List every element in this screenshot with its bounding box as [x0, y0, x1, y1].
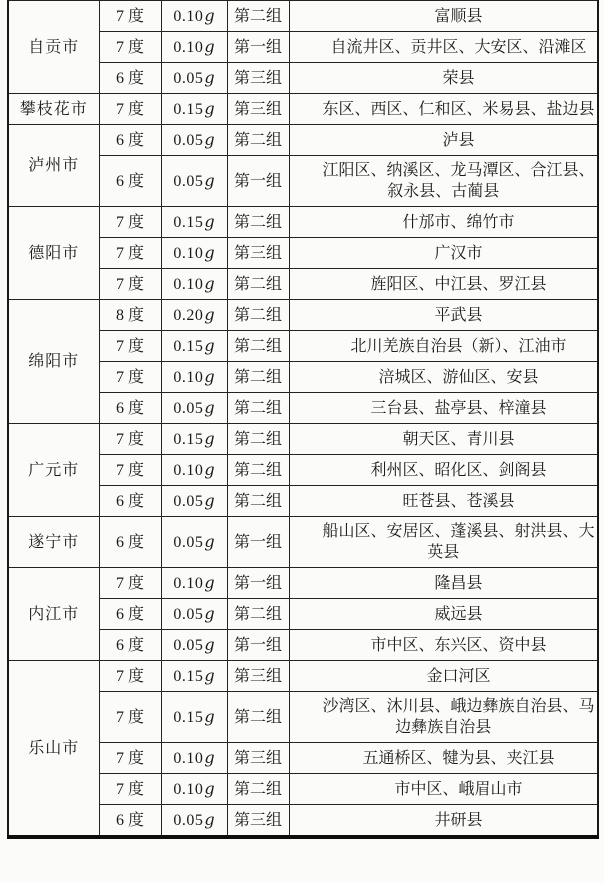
acceleration-cell: [161, 300, 227, 331]
acceleration-unit-g: g: [204, 666, 215, 685]
intensity-number: 7: [115, 7, 124, 25]
acceleration-cell: [161, 630, 227, 661]
intensity-number: 6: [115, 172, 124, 190]
city-cell: 自贡市: [8, 1, 99, 94]
acceleration-cell: [161, 32, 227, 63]
intensity-unit: 度: [127, 38, 144, 56]
districts-cell: 金口河区: [289, 661, 598, 692]
acceleration-cell: [161, 94, 227, 125]
city-cell: 遂宁市: [8, 517, 99, 568]
acceleration-cell: [161, 774, 227, 805]
districts-cell: 富顺县: [289, 1, 598, 32]
design-group-cell: 第二组: [227, 486, 289, 517]
intensity-degree-cell: [99, 805, 161, 838]
acceleration-value: 0.15: [173, 338, 204, 355]
acceleration-unit-g: g: [204, 429, 215, 448]
districts-cell: 涪城区、游仙区、安县: [289, 362, 598, 393]
design-group-cell: 第二组: [227, 269, 289, 300]
acceleration-value: 0.10: [173, 750, 204, 767]
acceleration-unit-g: g: [204, 398, 215, 417]
intensity-number: 7: [115, 100, 124, 118]
acceleration-unit-g: g: [204, 810, 215, 829]
intensity-number: 7: [115, 38, 124, 56]
districts-cell: 朝天区、青川县: [289, 424, 598, 455]
acceleration-value: 0.05: [173, 812, 204, 829]
city-cell: 内江市: [8, 568, 99, 661]
table-row: [8, 300, 598, 331]
acceleration-value: 0.10: [173, 369, 204, 386]
design-group-cell: 第一组: [227, 630, 289, 661]
acceleration-unit-g: g: [204, 37, 215, 56]
districts-cell: 泸县: [289, 125, 598, 156]
intensity-number: 6: [115, 399, 124, 417]
acceleration-unit-g: g: [204, 707, 215, 726]
districts-cell: 沙湾区、沐川县、峨边彝族自治县、马边彝族自治县: [289, 692, 598, 743]
acceleration-value: 0.15: [173, 214, 204, 231]
districts-cell: 什邡市、绵竹市: [289, 207, 598, 238]
acceleration-value: 0.10: [173, 276, 204, 293]
acceleration-value: 0.05: [173, 173, 204, 190]
acceleration-value: 0.20: [173, 307, 204, 324]
districts-cell: 市中区、东兴区、资中县: [289, 630, 598, 661]
intensity-degree-cell: [99, 517, 161, 568]
table-row: [8, 207, 598, 238]
acceleration-value: 0.15: [173, 431, 204, 448]
intensity-number: 8: [115, 306, 124, 324]
districts-cell: 船山区、安居区、蓬溪县、射洪县、大英县: [289, 517, 598, 568]
intensity-degree-cell: [99, 94, 161, 125]
acceleration-cell: [161, 517, 227, 568]
intensity-degree-cell: [99, 568, 161, 599]
acceleration-unit-g: g: [204, 171, 215, 190]
acceleration-value: 0.05: [173, 493, 204, 510]
acceleration-value: 0.05: [173, 637, 204, 654]
intensity-number: 7: [115, 337, 124, 355]
intensity-unit: 度: [127, 749, 144, 767]
intensity-degree-cell: [99, 32, 161, 63]
intensity-number: 7: [115, 708, 124, 726]
acceleration-value: 0.05: [173, 400, 204, 417]
acceleration-unit-g: g: [204, 130, 215, 149]
acceleration-unit-g: g: [204, 336, 215, 355]
acceleration-value: 0.15: [173, 101, 204, 118]
intensity-degree-cell: [99, 661, 161, 692]
table-row: [8, 1, 598, 32]
acceleration-value: 0.05: [173, 70, 204, 87]
intensity-number: 7: [115, 780, 124, 798]
acceleration-value: 0.10: [173, 462, 204, 479]
acceleration-value: 0.10: [173, 245, 204, 262]
acceleration-cell: [161, 661, 227, 692]
intensity-unit: 度: [127, 574, 144, 592]
city-cell: 德阳市: [8, 207, 99, 300]
districts-cell: 北川羌族自治县（新）、江油市: [289, 331, 598, 362]
table-row: [8, 424, 598, 455]
city-cell: 乐山市: [8, 661, 99, 838]
intensity-degree-cell: [99, 599, 161, 630]
design-group-cell: 第二组: [227, 393, 289, 424]
acceleration-unit-g: g: [204, 573, 215, 592]
design-group-cell: 第二组: [227, 362, 289, 393]
acceleration-cell: [161, 393, 227, 424]
acceleration-unit-g: g: [204, 367, 215, 386]
intensity-number: 6: [115, 131, 124, 149]
acceleration-unit-g: g: [204, 460, 215, 479]
acceleration-value: 0.05: [173, 132, 204, 149]
districts-cell: 利州区、昭化区、剑阁县: [289, 455, 598, 486]
design-group-cell: 第二组: [227, 424, 289, 455]
acceleration-cell: [161, 692, 227, 743]
city-cell: 广元市: [8, 424, 99, 517]
intensity-degree-cell: [99, 774, 161, 805]
acceleration-unit-g: g: [204, 243, 215, 262]
city-cell: 绵阳市: [8, 300, 99, 424]
acceleration-unit-g: g: [204, 779, 215, 798]
acceleration-unit-g: g: [204, 604, 215, 623]
intensity-unit: 度: [127, 811, 144, 829]
table-body: [8, 1, 598, 838]
acceleration-unit-g: g: [204, 68, 215, 87]
intensity-unit: 度: [127, 69, 144, 87]
intensity-unit: 度: [127, 7, 144, 25]
intensity-unit: 度: [127, 636, 144, 654]
acceleration-cell: [161, 805, 227, 838]
intensity-degree-cell: [99, 692, 161, 743]
intensity-degree-cell: [99, 125, 161, 156]
intensity-unit: 度: [127, 492, 144, 510]
districts-cell: 威远县: [289, 599, 598, 630]
intensity-number: 7: [115, 667, 124, 685]
acceleration-unit-g: g: [204, 532, 215, 551]
design-group-cell: 第一组: [227, 32, 289, 63]
design-group-cell: 第二组: [227, 125, 289, 156]
acceleration-cell: [161, 743, 227, 774]
districts-cell: 江阳区、纳溪区、龙马潭区、合江县、叙永县、古蔺县: [289, 156, 598, 207]
districts-cell: 平武县: [289, 300, 598, 331]
city-cell: 泸州市: [8, 125, 99, 207]
acceleration-cell: [161, 156, 227, 207]
acceleration-unit-g: g: [204, 274, 215, 293]
districts-cell: 自流井区、贡井区、大安区、沿滩区: [289, 32, 598, 63]
intensity-unit: 度: [127, 275, 144, 293]
design-group-cell: 第二组: [227, 300, 289, 331]
intensity-unit: 度: [127, 368, 144, 386]
intensity-number: 7: [115, 430, 124, 448]
acceleration-cell: [161, 486, 227, 517]
table-row: [8, 568, 598, 599]
city-cell: 攀枝花市: [8, 94, 99, 125]
table-row: [8, 125, 598, 156]
design-group-cell: 第三组: [227, 805, 289, 838]
intensity-unit: 度: [127, 533, 144, 551]
acceleration-value: 0.05: [173, 606, 204, 623]
design-group-cell: 第二组: [227, 774, 289, 805]
design-group-cell: 第一组: [227, 568, 289, 599]
districts-cell: 隆昌县: [289, 568, 598, 599]
intensity-unit: 度: [127, 100, 144, 118]
acceleration-cell: [161, 599, 227, 630]
design-group-cell: 第二组: [227, 1, 289, 32]
acceleration-value: 0.10: [173, 575, 204, 592]
intensity-unit: 度: [127, 605, 144, 623]
acceleration-value: 0.10: [173, 8, 204, 25]
design-group-cell: 第三组: [227, 661, 289, 692]
intensity-unit: 度: [127, 244, 144, 262]
acceleration-unit-g: g: [204, 99, 215, 118]
acceleration-cell: [161, 455, 227, 486]
design-group-cell: 第二组: [227, 331, 289, 362]
design-group-cell: 第二组: [227, 692, 289, 743]
intensity-unit: 度: [127, 306, 144, 324]
intensity-number: 7: [115, 461, 124, 479]
design-group-cell: 第二组: [227, 455, 289, 486]
intensity-unit: 度: [127, 430, 144, 448]
intensity-unit: 度: [127, 213, 144, 231]
table-row: [8, 661, 598, 692]
design-group-cell: 第二组: [227, 207, 289, 238]
intensity-degree-cell: [99, 300, 161, 331]
intensity-number: 6: [115, 492, 124, 510]
acceleration-unit-g: g: [204, 748, 215, 767]
intensity-unit: 度: [127, 708, 144, 726]
intensity-unit: 度: [127, 667, 144, 685]
acceleration-cell: [161, 568, 227, 599]
intensity-degree-cell: [99, 362, 161, 393]
districts-cell: 井研县: [289, 805, 598, 838]
intensity-unit: 度: [127, 461, 144, 479]
acceleration-cell: [161, 424, 227, 455]
design-group-cell: 第一组: [227, 517, 289, 568]
document-page: [7, 0, 597, 839]
intensity-degree-cell: [99, 393, 161, 424]
intensity-degree-cell: [99, 630, 161, 661]
design-group-cell: 第二组: [227, 599, 289, 630]
table-row: [8, 94, 598, 125]
intensity-degree-cell: [99, 63, 161, 94]
intensity-degree-cell: [99, 156, 161, 207]
districts-cell: 旌阳区、中江县、罗江县: [289, 269, 598, 300]
intensity-degree-cell: [99, 207, 161, 238]
intensity-number: 6: [115, 69, 124, 87]
districts-cell: 东区、西区、仁和区、米易县、盐边县: [289, 94, 598, 125]
intensity-number: 7: [115, 275, 124, 293]
intensity-degree-cell: [99, 238, 161, 269]
design-group-cell: 第三组: [227, 94, 289, 125]
intensity-unit: 度: [127, 131, 144, 149]
intensity-degree-cell: [99, 455, 161, 486]
acceleration-cell: [161, 125, 227, 156]
intensity-number: 7: [115, 749, 124, 767]
design-group-cell: 第三组: [227, 238, 289, 269]
design-group-cell: 第三组: [227, 63, 289, 94]
design-group-cell: 第三组: [227, 743, 289, 774]
intensity-degree-cell: [99, 331, 161, 362]
intensity-unit: 度: [127, 172, 144, 190]
intensity-unit: 度: [127, 399, 144, 417]
acceleration-cell: [161, 63, 227, 94]
acceleration-cell: [161, 269, 227, 300]
acceleration-unit-g: g: [204, 305, 215, 324]
design-group-cell: 第一组: [227, 156, 289, 207]
intensity-degree-cell: [99, 1, 161, 32]
intensity-number: 7: [115, 213, 124, 231]
acceleration-unit-g: g: [204, 6, 215, 25]
intensity-degree-cell: [99, 486, 161, 517]
intensity-degree-cell: [99, 424, 161, 455]
intensity-number: 7: [115, 244, 124, 262]
acceleration-value: 0.15: [173, 709, 204, 726]
districts-cell: 市中区、峨眉山市: [289, 774, 598, 805]
acceleration-cell: [161, 238, 227, 269]
acceleration-cell: [161, 331, 227, 362]
intensity-number: 6: [115, 811, 124, 829]
intensity-degree-cell: [99, 269, 161, 300]
acceleration-value: 0.10: [173, 39, 204, 56]
intensity-number: 6: [115, 605, 124, 623]
intensity-degree-cell: [99, 743, 161, 774]
acceleration-value: 0.05: [173, 534, 204, 551]
acceleration-cell: [161, 362, 227, 393]
acceleration-cell: [161, 207, 227, 238]
table-row: [8, 517, 598, 568]
acceleration-cell: [161, 1, 227, 32]
districts-cell: 广汉市: [289, 238, 598, 269]
districts-cell: 五通桥区、犍为县、夹江县: [289, 743, 598, 774]
seismic-zoning-table: [7, 0, 599, 839]
intensity-unit: 度: [127, 780, 144, 798]
acceleration-value: 0.15: [173, 668, 204, 685]
intensity-number: 7: [115, 574, 124, 592]
districts-cell: 旺苍县、苍溪县: [289, 486, 598, 517]
acceleration-value: 0.10: [173, 781, 204, 798]
intensity-number: 6: [115, 533, 124, 551]
intensity-unit: 度: [127, 337, 144, 355]
districts-cell: 荣县: [289, 63, 598, 94]
intensity-number: 7: [115, 368, 124, 386]
intensity-number: 6: [115, 636, 124, 654]
acceleration-unit-g: g: [204, 212, 215, 231]
districts-cell: 三台县、盐亭县、梓潼县: [289, 393, 598, 424]
acceleration-unit-g: g: [204, 491, 215, 510]
acceleration-unit-g: g: [204, 635, 215, 654]
